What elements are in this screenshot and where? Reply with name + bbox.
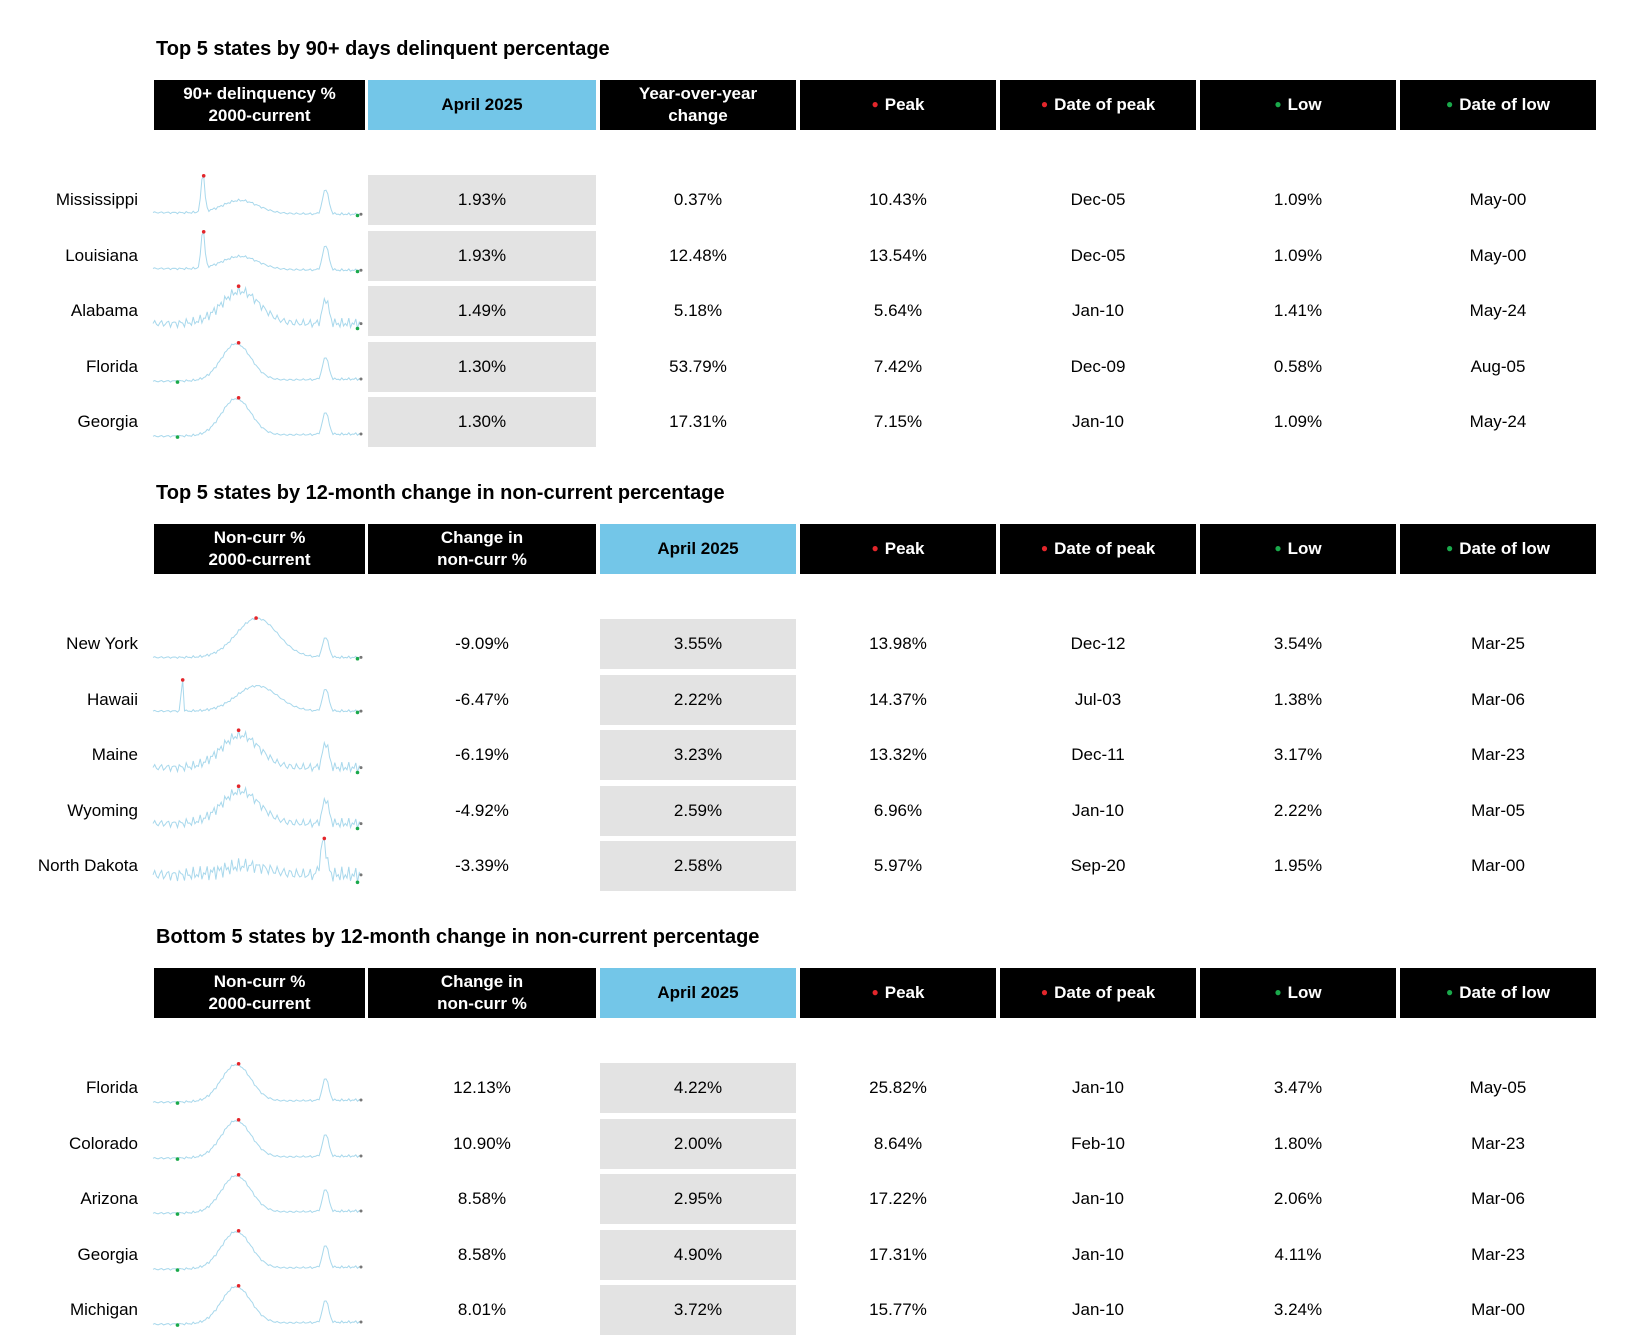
sparkline <box>151 780 363 832</box>
sparkline-series <box>153 176 361 216</box>
table-cell: Mar-00 <box>1471 856 1525 875</box>
column-header <box>1000 80 1196 130</box>
table-cell: 1.09% <box>1273 412 1323 431</box>
table-cell: Aug-05 <box>1470 356 1526 376</box>
column-header <box>368 968 596 1018</box>
sparkline-series <box>153 838 361 882</box>
sparkline-peak-marker <box>237 1173 241 1177</box>
table-cell: Mar-23 <box>1471 1244 1525 1264</box>
sparkline-low-marker <box>356 657 360 661</box>
column-header-label: Date of peak <box>1054 95 1156 114</box>
column-header <box>1200 968 1396 1018</box>
sparkline-end-marker <box>360 433 363 436</box>
sparkline-end-marker <box>360 1210 363 1213</box>
column-header <box>600 80 796 130</box>
sparkline <box>151 1057 363 1109</box>
table-cell: 53.79% <box>669 356 727 376</box>
column-header <box>1200 80 1396 130</box>
sparkline-series <box>153 342 361 381</box>
low-dot-icon: ● <box>1274 97 1282 111</box>
table-cell: Jan-10 <box>1072 1078 1124 1097</box>
sparkline-end-marker <box>360 822 363 825</box>
sparkline <box>151 1279 363 1331</box>
state-name: North Dakota <box>37 856 138 875</box>
sparkline-low-marker <box>176 1101 180 1105</box>
table-cell: 1.93% <box>368 231 596 281</box>
column-header-label: Date of low <box>1459 983 1550 1002</box>
table-cell: 2.00% <box>600 1119 796 1169</box>
table-cell: May-00 <box>1469 190 1527 209</box>
sparkline <box>151 169 363 221</box>
column-header <box>368 80 596 130</box>
sparkline-end-marker <box>360 766 363 769</box>
table-cell: -3.39% <box>455 856 509 875</box>
column-header <box>1000 524 1196 574</box>
table-cell: Jan-10 <box>1072 412 1124 431</box>
table-cell: Sep-20 <box>1070 856 1126 875</box>
sparkline <box>151 613 363 665</box>
sparkline-series <box>153 1119 361 1158</box>
table-cell: Dec-12 <box>1070 634 1126 653</box>
table-cell: 1.09% <box>1273 190 1323 209</box>
table-cell: 3.72% <box>600 1285 796 1335</box>
sparkline-series <box>153 286 361 328</box>
column-header-label: Peak <box>884 95 925 114</box>
table-cell: 7.15% <box>873 412 923 431</box>
table-cell: Mar-25 <box>1471 634 1525 653</box>
table-cell: 17.31% <box>869 1244 927 1264</box>
sparkline-low-marker <box>356 710 360 714</box>
table-cell: -6.47% <box>455 689 509 709</box>
section-title: Top 5 states by 90+ days delinquent percentage <box>156 38 610 60</box>
peak-dot-icon: ● <box>871 541 879 555</box>
column-header <box>1400 524 1596 574</box>
table-cell: Dec-09 <box>1070 356 1126 376</box>
sparkline-peak-marker <box>237 1118 241 1122</box>
column-header <box>154 968 365 1018</box>
sparkline-series <box>153 1230 361 1269</box>
sparkline-low-marker <box>356 881 360 885</box>
table-cell: 14.37% <box>869 689 927 709</box>
sparkline <box>151 336 363 388</box>
table-cell: 1.30% <box>368 342 596 392</box>
sparkline-low-marker <box>356 269 360 273</box>
sparkline-series <box>153 231 361 271</box>
sparkline-end-marker <box>360 268 363 271</box>
table-cell: 12.13% <box>453 1078 511 1097</box>
table-cell: Mar-06 <box>1471 1189 1525 1208</box>
table-cell: Jul-03 <box>1074 689 1122 709</box>
sparkline-series <box>153 398 361 437</box>
table-cell: 3.23% <box>600 730 796 780</box>
sparkline-end-marker <box>360 709 363 712</box>
state-name: New York <box>66 634 138 653</box>
sparkline-end-marker <box>360 656 363 659</box>
table-cell: 8.64% <box>873 1133 923 1153</box>
section-title: Top 5 states by 12-month change in non-current percentage <box>156 482 725 504</box>
table-cell: 3.17% <box>1273 745 1323 764</box>
table-cell: 2.22% <box>600 675 796 725</box>
state-name: Maine <box>91 745 138 764</box>
sparkline-series <box>153 730 361 772</box>
column-header <box>368 524 596 574</box>
table-cell: 2.59% <box>600 786 796 836</box>
table-cell: 17.22% <box>869 1189 927 1208</box>
sparkline-low-marker <box>176 435 180 439</box>
sparkline-low-marker <box>176 1268 180 1272</box>
sparkline-low-marker <box>176 380 180 384</box>
state-name: Colorado <box>69 1133 138 1153</box>
sparkline-peak-marker <box>254 616 258 620</box>
sparkline-peak-marker <box>237 284 241 288</box>
table-cell: May-05 <box>1469 1078 1527 1097</box>
sparkline-end-marker <box>360 1099 363 1102</box>
sparkline <box>151 1224 363 1276</box>
sparkline <box>151 280 363 332</box>
table-cell: Mar-23 <box>1471 1133 1525 1153</box>
state-name: Arizona <box>80 1189 138 1208</box>
table-cell: 5.18% <box>673 301 723 320</box>
table-cell: 2.58% <box>600 841 796 891</box>
sparkline-series <box>153 786 361 828</box>
column-header-label: Peak <box>884 983 925 1002</box>
low-dot-icon: ● <box>1274 985 1282 999</box>
table-cell: 7.42% <box>873 356 923 376</box>
table-cell: 3.47% <box>1273 1078 1323 1097</box>
state-name: Alabama <box>70 301 138 320</box>
table-cell: 1.38% <box>1273 689 1323 709</box>
sparkline-peak-marker <box>237 341 241 345</box>
sparkline-low-marker <box>176 1157 180 1161</box>
table-cell: May-00 <box>1469 245 1527 265</box>
sparkline-peak-marker <box>237 396 241 400</box>
peak-dot-icon: ● <box>1040 97 1049 111</box>
table-cell: Jan-10 <box>1072 1300 1124 1319</box>
peak-dot-icon: ● <box>1040 541 1049 555</box>
column-header <box>1400 80 1596 130</box>
table-cell: -4.92% <box>455 800 509 820</box>
table-cell: 4.90% <box>600 1230 796 1280</box>
state-name: Hawaii <box>86 689 138 709</box>
column-header-label: April 2025 <box>657 983 739 1002</box>
low-dot-icon: ● <box>1446 97 1454 111</box>
sparkline-peak-marker <box>202 174 206 178</box>
table-cell: Jan-10 <box>1072 1244 1124 1264</box>
table-cell: 1.09% <box>1273 245 1323 265</box>
table-cell: Feb-10 <box>1071 1133 1125 1153</box>
column-header-label: Date of peak <box>1054 539 1156 558</box>
table-cell: Jan-10 <box>1072 1189 1124 1208</box>
table-cell: 3.54% <box>1273 634 1323 653</box>
column-header-label: Low <box>1287 539 1322 558</box>
table-cell: 13.32% <box>869 745 927 764</box>
table-cell: 25.82% <box>869 1078 927 1097</box>
column-header <box>800 968 996 1018</box>
sparkline-series <box>153 618 361 659</box>
sparkline-series <box>153 679 361 712</box>
column-header-label: Date of low <box>1459 539 1550 558</box>
column-header <box>1400 968 1596 1018</box>
table-cell: 1.93% <box>368 175 596 225</box>
table-cell: Mar-00 <box>1471 1300 1525 1319</box>
sparkline-end-marker <box>360 213 363 216</box>
state-name: Georgia <box>77 1244 138 1264</box>
table-cell: 17.31% <box>669 412 727 431</box>
sparkline-end-marker <box>360 1154 363 1157</box>
state-name: Louisiana <box>65 245 138 265</box>
state-name: Michigan <box>69 1300 138 1319</box>
low-dot-icon: ● <box>1446 541 1454 555</box>
table-cell: 4.22% <box>600 1063 796 1113</box>
table-cell: 10.90% <box>453 1133 511 1153</box>
table-cell: Dec-05 <box>1070 190 1126 209</box>
sparkline-peak-marker <box>237 1229 241 1233</box>
column-header <box>600 524 796 574</box>
sparkline-end-marker <box>360 1265 363 1268</box>
column-header <box>154 524 365 574</box>
table-cell: 10.43% <box>869 190 927 209</box>
table-cell: 3.24% <box>1273 1300 1323 1319</box>
state-name: Florida <box>86 1078 138 1097</box>
table-cell: 0.37% <box>673 190 723 209</box>
sparkline-low-marker <box>356 771 360 775</box>
table-cell: 12.48% <box>669 245 727 265</box>
state-name: Mississippi <box>55 190 138 209</box>
table-cell: 0.58% <box>1273 356 1323 376</box>
table-cell: 5.97% <box>873 856 923 875</box>
sparkline-low-marker <box>176 1212 180 1216</box>
table-cell: -6.19% <box>455 745 509 764</box>
sparkline-peak-marker <box>202 230 206 234</box>
peak-dot-icon: ● <box>871 97 879 111</box>
sparkline-series <box>153 1286 361 1325</box>
sparkline-series <box>153 1175 361 1214</box>
table-cell: 5.64% <box>873 301 923 320</box>
table-cell: 2.95% <box>600 1174 796 1224</box>
peak-dot-icon: ● <box>871 985 879 999</box>
sparkline-end-marker <box>360 377 363 380</box>
state-name: Georgia <box>77 412 138 431</box>
sparkline-low-marker <box>176 1323 180 1327</box>
column-header-label: Peak <box>884 539 925 558</box>
column-header <box>154 80 365 130</box>
table-cell: 1.95% <box>1273 856 1323 875</box>
table-cell: 1.41% <box>1273 301 1323 320</box>
sparkline <box>151 391 363 443</box>
table-cell: Dec-11 <box>1071 745 1125 764</box>
column-header-label: 90+ delinquency % 2000-current <box>183 84 336 125</box>
sparkline <box>151 225 363 277</box>
column-header-label: April 2025 <box>441 95 523 114</box>
sparkline-end-marker <box>360 322 363 325</box>
sparkline-peak-marker <box>181 678 185 682</box>
table-cell: 1.80% <box>1273 1133 1323 1153</box>
table-cell: Dec-05 <box>1070 245 1126 265</box>
table-cell: Jan-10 <box>1072 301 1124 320</box>
sparkline <box>151 835 363 887</box>
low-dot-icon: ● <box>1446 985 1454 999</box>
sparkline <box>151 724 363 776</box>
sparkline-low-marker <box>356 327 360 331</box>
table-cell: May-24 <box>1469 301 1527 320</box>
column-header-label: Non-curr % 2000-current <box>208 972 311 1013</box>
table-cell: 13.98% <box>869 634 927 653</box>
table-cell: 4.11% <box>1274 1244 1322 1264</box>
column-header-label: Change in non-curr % <box>437 528 527 569</box>
sparkline <box>151 1113 363 1165</box>
sparkline-peak-marker <box>237 1062 241 1066</box>
table-cell: 2.22% <box>1273 800 1323 820</box>
sparkline-peak-marker <box>237 728 241 732</box>
table-cell: 1.49% <box>368 286 596 336</box>
column-header <box>800 524 996 574</box>
section-title: Bottom 5 states by 12-month change in non-current percentage <box>156 926 760 948</box>
table-cell: May-24 <box>1469 412 1527 431</box>
sparkline-peak-marker <box>323 837 327 841</box>
column-header <box>1000 968 1196 1018</box>
table-cell: 2.06% <box>1273 1189 1323 1208</box>
table-cell: Jan-10 <box>1072 800 1124 820</box>
sparkline-end-marker <box>360 1321 363 1324</box>
table-cell: 3.55% <box>600 619 796 669</box>
column-header-label: Non-curr % 2000-current <box>208 528 311 569</box>
sparkline <box>151 1168 363 1220</box>
low-dot-icon: ● <box>1274 541 1282 555</box>
column-header-label: Date of peak <box>1054 983 1156 1002</box>
sparkline-series <box>153 1064 361 1103</box>
column-header-label: Year-over-year change <box>638 84 758 125</box>
column-header-label: Low <box>1287 983 1322 1002</box>
table-cell: Mar-05 <box>1471 800 1525 820</box>
sparkline-low-marker <box>356 214 360 218</box>
table-cell: 8.58% <box>457 1244 507 1264</box>
state-name: Wyoming <box>67 800 138 820</box>
sparkline <box>151 669 363 721</box>
column-header-label: Low <box>1287 95 1322 114</box>
column-header-label: Date of low <box>1459 95 1550 114</box>
sparkline-peak-marker <box>237 1284 241 1288</box>
table-cell: 8.01% <box>457 1300 507 1319</box>
table-cell: 8.58% <box>457 1189 507 1208</box>
column-header-label: Change in non-curr % <box>437 972 527 1013</box>
table-cell: 15.77% <box>869 1300 927 1319</box>
column-header-label: April 2025 <box>657 539 739 558</box>
sparkline-peak-marker <box>237 784 241 788</box>
table-cell: 1.30% <box>368 397 596 447</box>
table-cell: Mar-06 <box>1471 689 1525 709</box>
column-header <box>600 968 796 1018</box>
peak-dot-icon: ● <box>1040 985 1049 999</box>
table-cell: 13.54% <box>869 245 927 265</box>
state-name: Florida <box>86 356 138 376</box>
column-header <box>800 80 996 130</box>
sparkline-low-marker <box>356 826 360 830</box>
column-header <box>1200 524 1396 574</box>
table-cell: Mar-23 <box>1471 745 1525 764</box>
table-cell: -9.09% <box>455 634 509 653</box>
table-cell: 6.96% <box>873 800 923 820</box>
sparkline-end-marker <box>360 873 363 876</box>
